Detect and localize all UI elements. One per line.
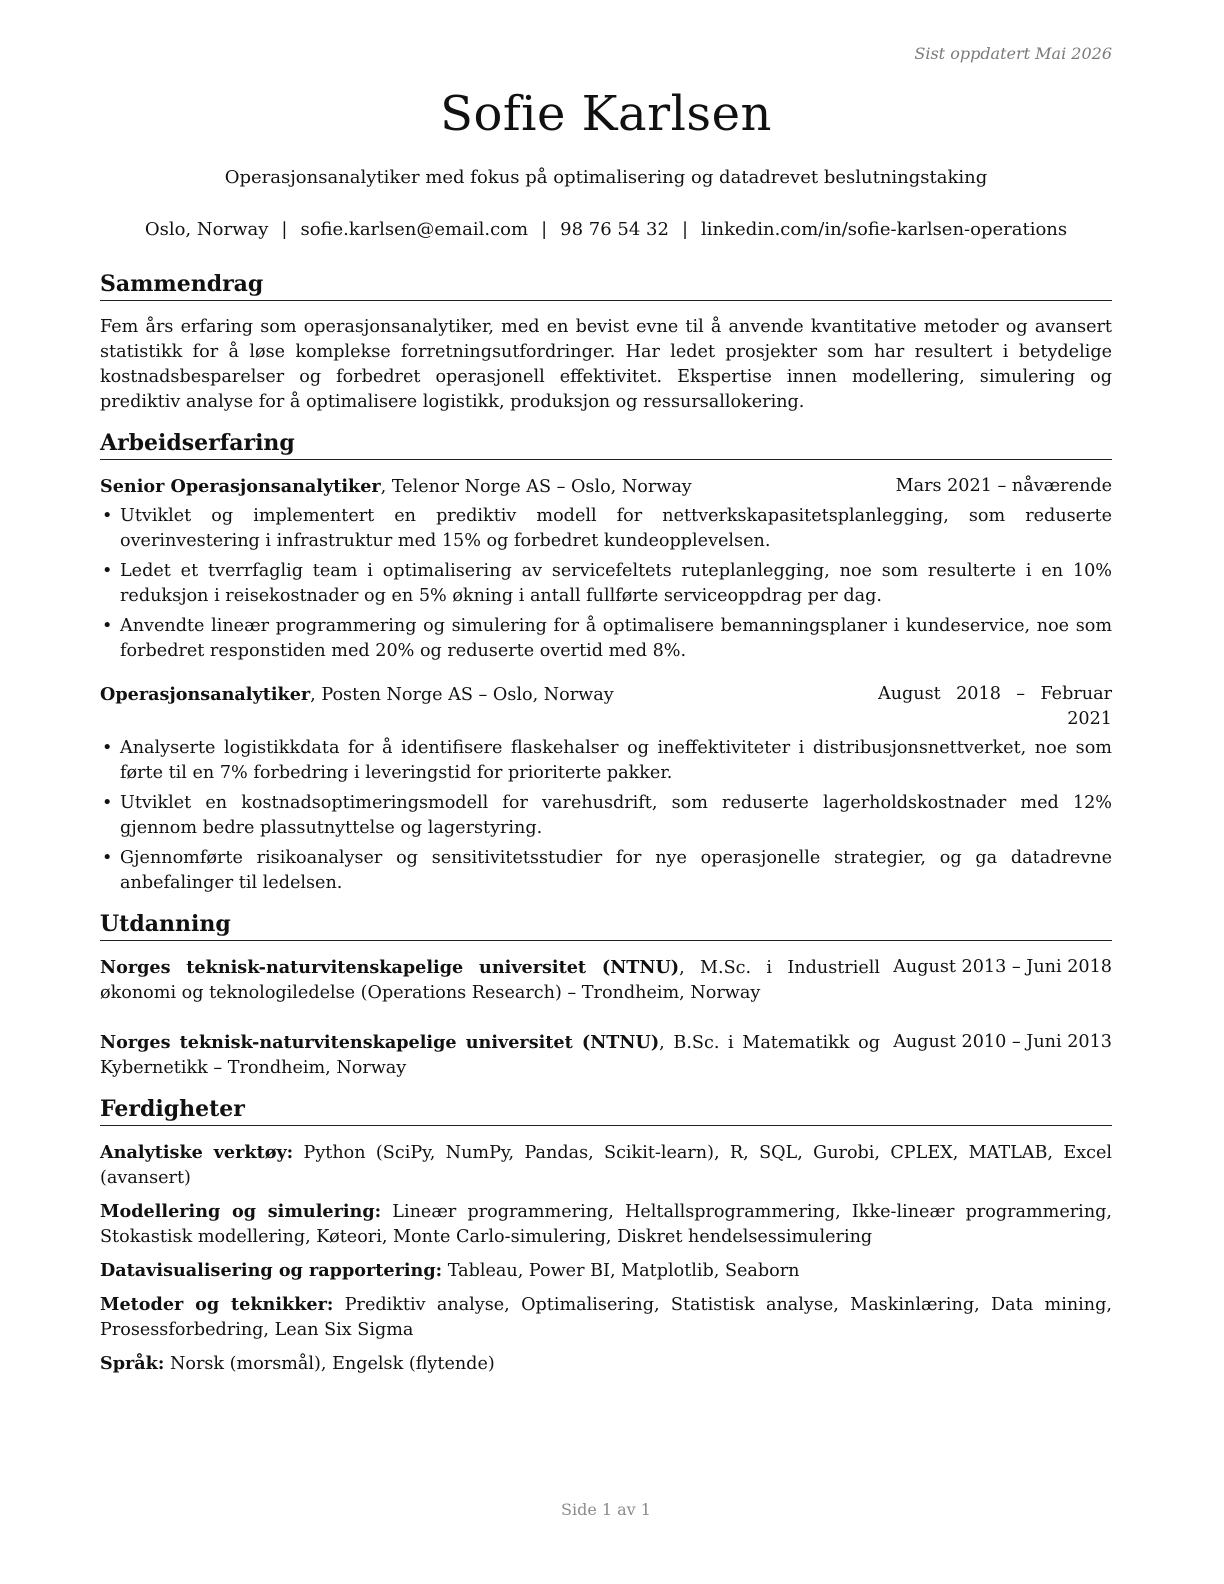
section-title-experience: Arbeidserfaring xyxy=(100,429,1112,460)
contact-separator: | xyxy=(541,219,548,240)
section-title-education: Utdanning xyxy=(100,910,1112,941)
contact-separator: | xyxy=(281,219,288,240)
education-school: Norges teknisk-naturvitenskapelige universitet (NTNU) xyxy=(100,1032,660,1053)
skill-line xyxy=(100,1351,1112,1377)
job-entry xyxy=(100,474,1112,664)
skill-value: Python (SciPy, NumPy, Pandas, Scikit-learn), R, SQL, Gurobi, CPLEX, MATLAB, Excel (avansert) xyxy=(100,1143,1112,1188)
job-bullet: • Analyserte logistikkdata for å identifisere flaskehalser og ineffektiviteter i distribusjonsnettverket, noe som førte til en 7% forbedring i leveringstid for prioriterte pakker. xyxy=(102,738,1112,783)
bullet-icon: • xyxy=(102,561,113,581)
skill-label: Datavisualisering og rapportering: xyxy=(100,1260,443,1281)
bullet-icon: • xyxy=(102,848,113,868)
education-entry xyxy=(100,955,1112,1006)
job-role: Operasjonsanalytiker xyxy=(100,684,311,705)
job-dates: August 2018 – Februar 2021 xyxy=(878,684,1112,729)
skill-line xyxy=(100,1140,1112,1191)
job-bullet: • Ledet et tverrfaglig team i optimalisering av servicefeltets ruteplanlegging, noe som resulterte i en 10% reduksjon i reisekostnader og en 5% økning i antall fullførte serviceoppdrag per dag. xyxy=(102,561,1112,606)
job-header xyxy=(100,474,1112,500)
skill-line xyxy=(100,1258,1112,1284)
education-entry xyxy=(100,1030,1112,1081)
skill-value: Lineær programmering, Heltallsprogrammering, Ikke-lineær programmering, Stokastisk modellering, Køteori, Monte Carlo-simulering, Diskret hendelsessimulering xyxy=(100,1202,1112,1247)
skill-label: Språk: xyxy=(100,1353,165,1374)
job-bullets xyxy=(100,504,1112,664)
education-detail: , B.Sc. i Matematikk og Kybernetikk – Trondheim, Norway xyxy=(100,1033,880,1078)
education-detail: , M.Sc. i Industriell økonomi og teknologiledelse (Operations Research) – Trondheim, Norway xyxy=(100,958,880,1003)
page-number: Side 1 av 1 xyxy=(561,1500,651,1519)
education-dates: August 2010 – Juni 2013 xyxy=(893,1032,1112,1052)
job-company: , Posten Norge AS – Oslo, Norway xyxy=(310,685,614,705)
education-school: Norges teknisk-naturvitenskapelige universitet (NTNU) xyxy=(100,957,680,978)
skill-value: Prediktiv analyse, Optimalisering, Statistisk analyse, Maskinlæring, Data mining, Prosessforbedring, Lean Six Sigma xyxy=(100,1295,1112,1340)
contact-linkedin[interactable]: linkedin.com/in/sofie-karlsen-operations xyxy=(701,219,1068,240)
summary-section xyxy=(100,270,1112,415)
job-company: , Telenor Norge AS – Oslo, Norway xyxy=(380,477,692,497)
skill-line xyxy=(100,1199,1112,1250)
skill-label: Analytiske verktøy: xyxy=(100,1142,294,1163)
job-bullet: • Utviklet og implementert en prediktiv modell for nettverkskapasitetsplanlegging, som reduserte overinvestering i infrastruktur med 15% og forbedret kundeopplevelsen. xyxy=(102,506,1112,551)
candidate-name: Sofie Karlsen xyxy=(440,86,772,142)
skill-line xyxy=(100,1292,1112,1343)
bullet-icon: • xyxy=(102,506,113,526)
job-bullets xyxy=(100,736,1112,896)
section-title-skills: Ferdigheter xyxy=(100,1095,1112,1126)
education-section xyxy=(100,910,1112,1081)
skill-value: Norsk (morsmål), Engelsk (flytende) xyxy=(164,1354,495,1374)
contact-location: Oslo, Norway xyxy=(144,219,269,240)
contact-phone: 98 76 54 32 xyxy=(560,219,669,240)
job-header xyxy=(100,682,1112,732)
bullet-icon: • xyxy=(102,616,113,636)
education-dates: August 2013 – Juni 2018 xyxy=(893,957,1112,977)
contact-separator: | xyxy=(681,219,689,240)
section-title-summary: Sammendrag xyxy=(100,270,1112,301)
skill-value: Tableau, Power BI, Matplotlib, Seaborn xyxy=(442,1261,800,1281)
resume-content xyxy=(100,270,1112,1391)
last-updated: Sist oppdatert Mai 2026 xyxy=(914,44,1112,63)
resume-page xyxy=(100,0,1112,1584)
skills-section xyxy=(100,1095,1112,1377)
summary-text: Fem års erfaring som operasjonsanalytiker, med en bevist evne til å anvende kvantitative metoder og avansert statistikk for å løse komplekse forretningsutfordringer. Har ledet prosjekter som har resultert i betydelige kostnadsbesparelser og forbedret operasjonell effektivitet. Ekspertise innen modellering, simulering og prediktiv analyse for å optimalisere logistikk, produksjon og ressursallokering. xyxy=(100,317,1112,412)
bullet-icon: • xyxy=(102,738,113,758)
skill-label: Metoder og teknikker: xyxy=(100,1294,334,1315)
experience-section xyxy=(100,429,1112,896)
job-entry xyxy=(100,682,1112,896)
job-dates: Mars 2021 – nåværende xyxy=(895,476,1112,496)
bullet-icon: • xyxy=(102,793,113,813)
job-bullet: • Gjennomførte risikoanalyser og sensitivitetsstudier for nye operasjonelle strategier, og ga datadrevne anbefalinger til ledelsen. xyxy=(102,848,1112,893)
job-bullet: • Anvendte lineær programmering og simulering for å optimalisere bemanningsplaner i kundeservice, noe som forbedret responstiden med 20% og reduserte overtid med 8%. xyxy=(102,616,1112,661)
contact-line xyxy=(100,219,1112,240)
tagline: Operasjonsanalytiker med fokus på optimalisering og datadrevet beslutningstaking xyxy=(224,167,988,188)
contact-email[interactable]: sofie.karlsen@email.com xyxy=(300,219,529,240)
skill-label: Modellering og simulering: xyxy=(100,1201,382,1222)
job-role: Senior Operasjonsanalytiker xyxy=(100,476,381,497)
job-bullet: • Utviklet en kostnadsoptimeringsmodell for varehusdrift, som reduserte lagerholdskostnader med 12% gjennom bedre plassutnyttelse og lagerstyring. xyxy=(102,793,1112,838)
